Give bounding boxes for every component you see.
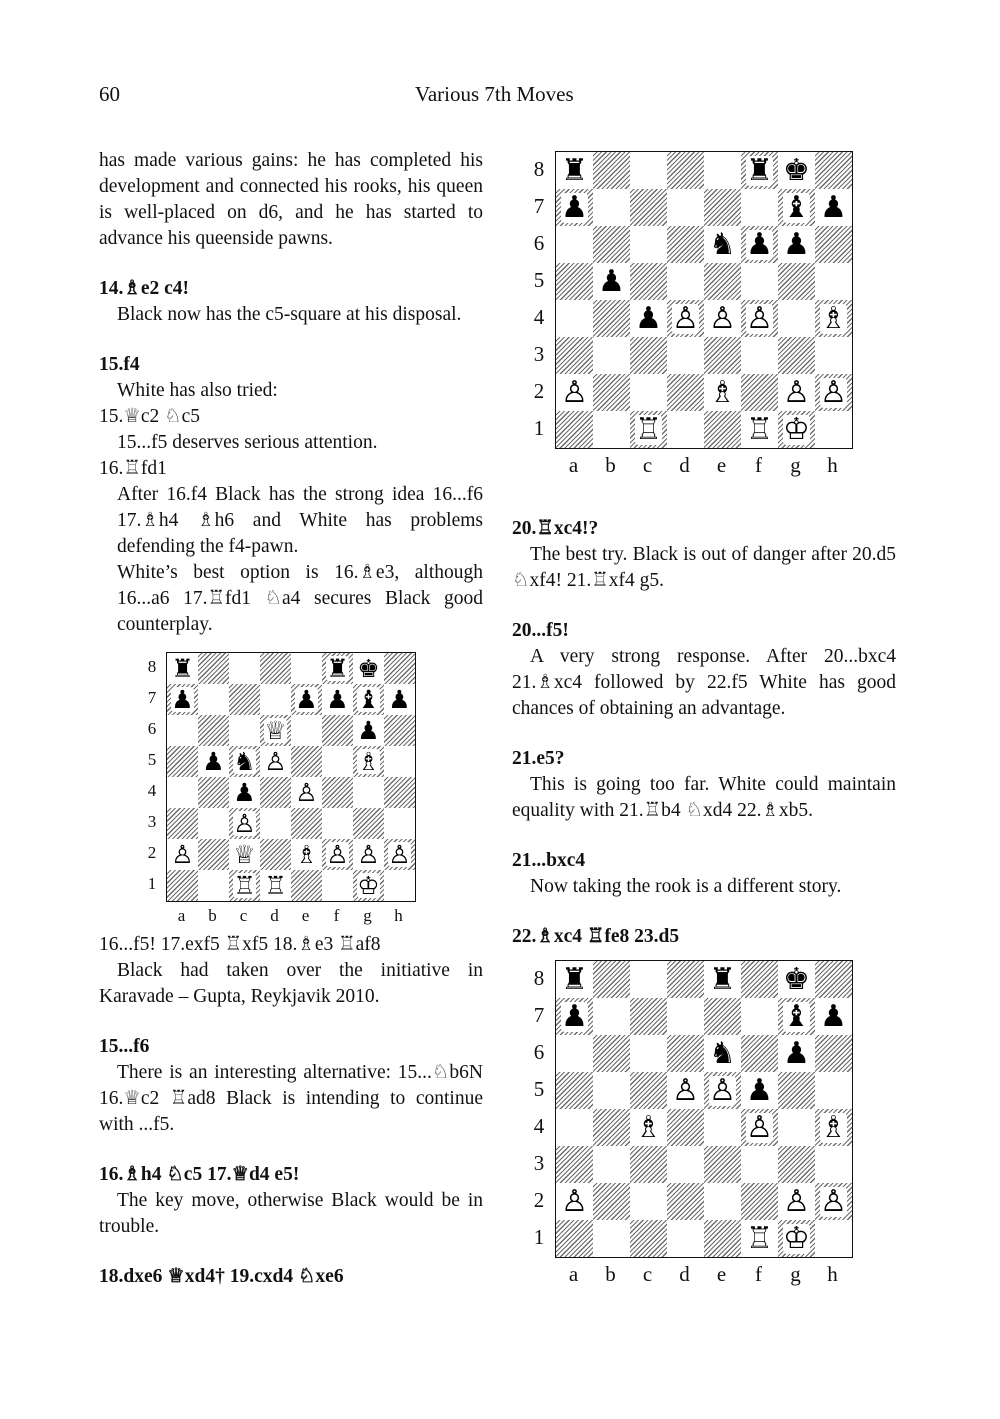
white-bishop-e2: ♗ xyxy=(709,374,736,410)
white-king-g1: ♔ xyxy=(783,1220,810,1256)
rank-label: 7 xyxy=(533,1003,545,1027)
square-f7 xyxy=(741,189,778,226)
black-pawn-a7: ♟ xyxy=(561,998,588,1034)
white-pawn-c3: ♙ xyxy=(233,809,256,838)
black-pawn-f7: ♟ xyxy=(326,685,349,714)
white-bishop-h4: ♗ xyxy=(820,1109,847,1145)
black-pawn-e7: ♟ xyxy=(295,685,318,714)
square-c2 xyxy=(630,374,667,411)
square-c1 xyxy=(630,1220,667,1257)
rank-label: 3 xyxy=(147,812,157,831)
rank-label: 6 xyxy=(533,1040,545,1064)
white-pawn-a2: ♙ xyxy=(561,1183,588,1219)
square-f6 xyxy=(322,715,353,746)
paragraph: Black had taken over the initiative in Karavade – Gupta, Reykjavik 2010. xyxy=(99,960,483,1007)
rank-label: 7 xyxy=(147,688,157,707)
move-heading: 15...f6 xyxy=(99,1036,150,1057)
black-king-g8: ♚ xyxy=(783,961,810,997)
square-h3 xyxy=(815,337,852,374)
paragraph: White’s best option is 16.♗e3, although 16...a6 17.♖fd1 ♘a4 secures Black good counterplay. xyxy=(117,562,483,635)
white-pawn-g2: ♙ xyxy=(783,1183,810,1219)
square-h6 xyxy=(815,1035,852,1072)
square-g4 xyxy=(778,300,815,337)
rank-label: 5 xyxy=(147,750,157,769)
square-h6 xyxy=(384,715,415,746)
white-bishop-e2: ♗ xyxy=(295,840,318,869)
square-a4 xyxy=(556,1109,593,1146)
square-e1 xyxy=(291,870,322,901)
rank-label: 8 xyxy=(533,157,545,181)
file-label: b xyxy=(605,453,616,477)
square-g4 xyxy=(778,1109,815,1146)
paragraph: has made various gains: he has completed his development and connected his rooks, his queen is well-placed on d6, and he has started to advance his queenside pawns. xyxy=(99,150,483,249)
white-pawn-e4: ♙ xyxy=(709,300,736,336)
rank-label: 6 xyxy=(147,719,157,738)
white-rook-f1: ♖ xyxy=(746,411,773,447)
square-b7 xyxy=(198,684,229,715)
square-d6 xyxy=(667,226,704,263)
black-pawn-g6: ♟ xyxy=(783,1035,810,1071)
square-a3 xyxy=(556,337,593,374)
black-pawn-h7: ♟ xyxy=(388,685,411,714)
square-a3 xyxy=(556,1146,593,1183)
rank-label: 3 xyxy=(533,342,545,366)
white-pawn-f4: ♙ xyxy=(746,1109,773,1145)
square-b3 xyxy=(593,1146,630,1183)
white-pawn-d4: ♙ xyxy=(672,300,699,336)
square-h5 xyxy=(815,263,852,300)
square-a1 xyxy=(556,1220,593,1257)
square-f5 xyxy=(741,263,778,300)
white-king-g1: ♔ xyxy=(783,411,810,447)
square-a6 xyxy=(556,226,593,263)
file-label: e xyxy=(716,453,727,477)
black-pawn-a7: ♟ xyxy=(171,685,194,714)
paragraph: This is going too far. White could maintain equality with 21.♖b4 ♘xd4 22.♗xb5. xyxy=(512,774,896,821)
file-label: f xyxy=(755,1262,762,1286)
move-heading: 22.♗xc4 ♖fe8 23.d5 xyxy=(512,926,680,947)
file-label: h xyxy=(394,906,403,925)
square-b4 xyxy=(198,777,229,808)
square-c8 xyxy=(229,653,260,684)
paragraph: Now taking the rook is a different story. xyxy=(530,876,842,897)
file-label: g xyxy=(790,1262,801,1286)
square-d8 xyxy=(260,653,291,684)
square-b6 xyxy=(593,226,630,263)
square-c6 xyxy=(229,715,260,746)
square-e3 xyxy=(291,808,322,839)
square-e4 xyxy=(704,1109,741,1146)
square-d5 xyxy=(667,263,704,300)
square-d2 xyxy=(667,374,704,411)
square-b2 xyxy=(593,374,630,411)
file-label: h xyxy=(827,1262,838,1286)
square-f3 xyxy=(741,1146,778,1183)
square-e5 xyxy=(704,263,741,300)
square-d2 xyxy=(667,1183,704,1220)
rank-label: 8 xyxy=(533,966,545,990)
square-b2 xyxy=(593,1183,630,1220)
square-g3 xyxy=(778,337,815,374)
file-label: b xyxy=(605,1262,616,1286)
white-pawn-a2: ♙ xyxy=(171,840,194,869)
square-f2 xyxy=(741,1183,778,1220)
black-knight-e6: ♞ xyxy=(709,1035,736,1071)
square-e1 xyxy=(704,1220,741,1257)
square-c5 xyxy=(630,1072,667,1109)
square-b8 xyxy=(593,152,630,189)
rank-label: 8 xyxy=(147,657,157,676)
rank-label: 4 xyxy=(533,1114,545,1138)
move-heading: 20...f5! xyxy=(512,620,569,641)
square-e1 xyxy=(704,411,741,448)
black-pawn-c4: ♟ xyxy=(635,300,662,336)
square-d3 xyxy=(667,1146,704,1183)
square-c7 xyxy=(630,189,667,226)
move-heading: 16.♗h4 ♘c5 17.♕d4 e5! xyxy=(99,1164,300,1185)
square-b2 xyxy=(198,839,229,870)
square-e3 xyxy=(704,1146,741,1183)
black-rook-f8: ♜ xyxy=(746,152,773,188)
square-b4 xyxy=(593,300,630,337)
paragraph: 15.♕c2 ♘c5 xyxy=(99,406,201,427)
file-label: d xyxy=(270,906,279,925)
file-label: a xyxy=(177,906,186,925)
square-h1 xyxy=(384,870,415,901)
file-label: a xyxy=(568,1262,579,1286)
square-d7 xyxy=(667,998,704,1035)
move-heading: 20.♖xc4!? xyxy=(512,518,599,539)
white-pawn-h2: ♙ xyxy=(820,1183,847,1219)
square-e8 xyxy=(704,152,741,189)
rank-label: 4 xyxy=(533,305,545,329)
square-c7 xyxy=(229,684,260,715)
file-label: c xyxy=(642,453,653,477)
file-label: e xyxy=(716,1262,727,1286)
square-c8 xyxy=(630,152,667,189)
paragraph: After 16.f4 Black has the strong idea 16...f6 17.♗h4 ♗h6 and White has problems defending the f4-pawn. xyxy=(117,484,483,557)
square-h3 xyxy=(384,808,415,839)
square-f4 xyxy=(322,777,353,808)
rank-label: 1 xyxy=(147,874,157,893)
square-f3 xyxy=(741,337,778,374)
paragraph: 15...f5 deserves serious attention. xyxy=(117,432,378,453)
white-rook-c1: ♖ xyxy=(635,411,662,447)
square-f7 xyxy=(741,998,778,1035)
black-bishop-g7: ♝ xyxy=(783,189,810,225)
square-f1 xyxy=(322,870,353,901)
paragraph: 16...f5! 17.exf5 ♖xf5 18.♗e3 ♖af8 xyxy=(99,934,381,955)
file-label: h xyxy=(827,453,838,477)
move-heading: 14.♗e2 c4! xyxy=(99,278,190,299)
file-label: c xyxy=(642,1262,653,1286)
white-pawn-h2: ♙ xyxy=(820,374,847,410)
black-rook-a8: ♜ xyxy=(561,152,588,188)
rank-label: 2 xyxy=(533,1188,545,1212)
square-h1 xyxy=(815,411,852,448)
square-c2 xyxy=(630,1183,667,1220)
square-a6 xyxy=(556,1035,593,1072)
square-e6 xyxy=(291,715,322,746)
square-g3 xyxy=(778,1146,815,1183)
square-a5 xyxy=(167,746,198,777)
rank-label: 3 xyxy=(533,1151,545,1175)
square-e5 xyxy=(291,746,322,777)
square-h8 xyxy=(815,152,852,189)
square-h8 xyxy=(815,961,852,998)
chessboard xyxy=(555,151,853,449)
square-e7 xyxy=(704,998,741,1035)
square-b6 xyxy=(593,1035,630,1072)
white-pawn-e5: ♙ xyxy=(709,1072,736,1108)
square-a5 xyxy=(556,263,593,300)
square-f8 xyxy=(741,961,778,998)
paragraph: White has also tried: xyxy=(117,380,278,401)
square-f2 xyxy=(741,374,778,411)
square-d8 xyxy=(667,961,704,998)
rank-label: 2 xyxy=(147,843,157,862)
square-a5 xyxy=(556,1072,593,1109)
square-b6 xyxy=(198,715,229,746)
file-label: a xyxy=(568,453,579,477)
square-d2 xyxy=(260,839,291,870)
square-b8 xyxy=(593,961,630,998)
black-bishop-g7: ♝ xyxy=(357,685,380,714)
square-b7 xyxy=(593,998,630,1035)
square-g5 xyxy=(778,263,815,300)
square-d4 xyxy=(667,1109,704,1146)
black-pawn-g6: ♟ xyxy=(783,226,810,262)
square-d4 xyxy=(260,777,291,808)
square-b4 xyxy=(593,1109,630,1146)
file-label: b xyxy=(208,906,217,925)
square-f3 xyxy=(322,808,353,839)
square-b1 xyxy=(593,1220,630,1257)
black-rook-a8: ♜ xyxy=(171,654,194,683)
paragraph: There is an interesting alternative: 15...♘b6N 16.♕c2 ♖ad8 Black is intending to continue with ...f5. xyxy=(99,1062,483,1135)
square-d3 xyxy=(260,808,291,839)
rank-label: 1 xyxy=(533,1225,545,1249)
white-rook-d1: ♖ xyxy=(264,871,287,900)
left-column-bottom xyxy=(99,932,483,1290)
square-h1 xyxy=(815,1220,852,1257)
white-pawn-f4: ♙ xyxy=(746,300,773,336)
black-pawn-f5: ♟ xyxy=(746,1072,773,1108)
file-label: c xyxy=(239,906,248,925)
square-b7 xyxy=(593,189,630,226)
square-e8 xyxy=(291,653,322,684)
white-rook-f1: ♖ xyxy=(746,1220,773,1256)
square-d7 xyxy=(260,684,291,715)
square-b3 xyxy=(198,808,229,839)
white-queen-d6: ♕ xyxy=(264,716,287,745)
right-column xyxy=(512,492,896,950)
black-rook-e8: ♜ xyxy=(709,961,736,997)
square-c3 xyxy=(630,1146,667,1183)
square-h5 xyxy=(815,1072,852,1109)
black-rook-f8: ♜ xyxy=(326,654,349,683)
chessboard xyxy=(555,960,853,1258)
move-heading: 21...bxc4 xyxy=(512,850,586,871)
square-f5 xyxy=(322,746,353,777)
square-b5 xyxy=(593,1072,630,1109)
square-a1 xyxy=(167,870,198,901)
black-bishop-g7: ♝ xyxy=(783,998,810,1034)
square-g4 xyxy=(353,777,384,808)
square-b1 xyxy=(593,411,630,448)
white-bishop-c4: ♗ xyxy=(635,1109,662,1145)
black-pawn-h7: ♟ xyxy=(820,998,847,1034)
rank-label: 1 xyxy=(533,416,545,440)
paragraph: A very strong response. After 20...bxc4 21.♗xc4 followed by 22.f5 White has good chances of obtaining an advantage. xyxy=(512,646,896,719)
square-a4 xyxy=(556,300,593,337)
move-heading: 15.f4 xyxy=(99,354,140,375)
black-king-g8: ♚ xyxy=(783,152,810,188)
square-h5 xyxy=(384,746,415,777)
page-number: 60 xyxy=(99,82,120,106)
move-heading: 21.e5? xyxy=(512,748,565,769)
black-knight-e6: ♞ xyxy=(709,226,736,262)
square-b8 xyxy=(198,653,229,684)
file-label: e xyxy=(301,906,310,925)
square-g3 xyxy=(353,808,384,839)
file-label: g xyxy=(363,906,372,925)
file-label: f xyxy=(333,906,340,925)
square-c6 xyxy=(630,1035,667,1072)
square-e2 xyxy=(704,1183,741,1220)
black-pawn-a7: ♟ xyxy=(561,189,588,225)
file-label: f xyxy=(755,453,762,477)
rank-label: 4 xyxy=(147,781,157,800)
black-pawn-g6: ♟ xyxy=(357,716,380,745)
square-e3 xyxy=(704,337,741,374)
rank-label: 5 xyxy=(533,1077,545,1101)
square-c3 xyxy=(630,337,667,374)
white-bishop-g5: ♗ xyxy=(357,747,380,776)
white-queen-c2: ♕ xyxy=(233,840,256,869)
white-pawn-h2: ♙ xyxy=(388,840,411,869)
black-pawn-f6: ♟ xyxy=(746,226,773,262)
rank-label: 7 xyxy=(533,194,545,218)
square-d6 xyxy=(667,1035,704,1072)
move-heading: 18.dxe6 ♕xd4† 19.cxd4 ♘xe6 xyxy=(99,1266,344,1287)
black-knight-c5: ♞ xyxy=(233,747,256,776)
white-pawn-a2: ♙ xyxy=(561,374,588,410)
white-rook-c1: ♖ xyxy=(233,871,256,900)
square-b3 xyxy=(593,337,630,374)
square-c7 xyxy=(630,998,667,1035)
square-f6 xyxy=(741,1035,778,1072)
chessboard xyxy=(166,652,416,902)
black-rook-a8: ♜ xyxy=(561,961,588,997)
rank-label: 6 xyxy=(533,231,545,255)
square-h3 xyxy=(815,1146,852,1183)
rank-label: 5 xyxy=(533,268,545,292)
white-pawn-d5: ♙ xyxy=(672,1072,699,1108)
white-pawn-g2: ♙ xyxy=(783,374,810,410)
square-d1 xyxy=(667,411,704,448)
paragraph: 16.♖fd1 xyxy=(99,458,167,479)
white-pawn-d5: ♙ xyxy=(264,747,287,776)
running-title: Various 7th Moves xyxy=(415,82,574,106)
square-c5 xyxy=(630,263,667,300)
square-d7 xyxy=(667,189,704,226)
square-c8 xyxy=(630,961,667,998)
square-a3 xyxy=(167,808,198,839)
square-h4 xyxy=(384,777,415,808)
file-label: d xyxy=(679,1262,690,1286)
white-pawn-g2: ♙ xyxy=(357,840,380,869)
black-pawn-h7: ♟ xyxy=(820,189,847,225)
file-label: g xyxy=(790,453,801,477)
black-pawn-b5: ♟ xyxy=(598,263,625,299)
square-d1 xyxy=(667,1220,704,1257)
file-label: d xyxy=(679,453,690,477)
black-pawn-c4: ♟ xyxy=(233,778,256,807)
square-a6 xyxy=(167,715,198,746)
rank-label: 2 xyxy=(533,379,545,403)
square-a1 xyxy=(556,411,593,448)
square-b1 xyxy=(198,870,229,901)
paragraph: The key move, otherwise Black would be in trouble. xyxy=(99,1190,483,1237)
white-pawn-f2: ♙ xyxy=(326,840,349,869)
white-pawn-e4: ♙ xyxy=(295,778,318,807)
square-g5 xyxy=(778,1072,815,1109)
square-e7 xyxy=(704,189,741,226)
square-d8 xyxy=(667,152,704,189)
black-pawn-b5: ♟ xyxy=(202,747,225,776)
paragraph: The best try. Black is out of danger after 20.d5 ♘xf4! 21.♖xf4 g5. xyxy=(512,544,896,591)
paragraph: Black now has the c5-square at his disposal. xyxy=(117,304,462,325)
white-bishop-h4: ♗ xyxy=(820,300,847,336)
square-h6 xyxy=(815,226,852,263)
square-h8 xyxy=(384,653,415,684)
white-king-g1: ♔ xyxy=(357,871,380,900)
square-a4 xyxy=(167,777,198,808)
left-column-top xyxy=(99,148,483,638)
square-d3 xyxy=(667,337,704,374)
black-king-g8: ♚ xyxy=(357,654,380,683)
square-c6 xyxy=(630,226,667,263)
